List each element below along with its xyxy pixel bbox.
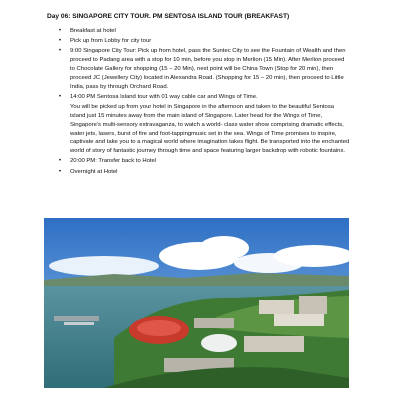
list-item-pickup: • Pick up from Lobby for city tour xyxy=(70,37,350,46)
aerial-photo-sentosa-island xyxy=(44,218,349,388)
sentosa-paragraph: You will be picked up from your hotel in Singapore in the afternoon and taken to the beautiful Sentosa island just 15 minutes away from the main island of Singapore. Later head for the Wings of Time, Singapore’s multi-sensory extravaganza, to watch a world- class water show comprising dramatic effects, water jets, lasers, burst of fire and foot-tappingmusic set in the sea. Wings of Time promises to inspire, captivate and take you to a magical world where imagination takes flight. Be transported into the enchanted world of story of fantastic journey through time and space featuring larger backdrop with robotic fountains. xyxy=(70,103,350,155)
sentosa-title: • 14:00 PM Sentosa Island tour with 01 way cable car and Wings of Time. xyxy=(70,93,258,100)
list-item-transfer: • 20:00 PM: Transfer back to Hotel xyxy=(70,157,350,166)
list-item-city-tour: • 9:00 Singapore City Tour: Pick up from hotel, pass the Suntec City to see the Fountain of Wealth and then proceed to Padang area with a stop for 10 min, before you stop in Merlion (15 Min). After Merlion proceed to Chocolate Gallery for shopping (15 – 20 Min), next point will be China Town (Stop for 20 min), then proceed JC (Jewellery City) located in Alexandra Road. (Shopping for 15 – 20 min), then proceed to Little India, pass by through Orchard Road. xyxy=(70,47,350,92)
list-item-overnight: • Overnight at Hotel xyxy=(70,168,350,177)
list-item-breakfast: • Breakfast at hotel xyxy=(70,27,350,36)
list-item-sentosa xyxy=(70,93,350,156)
itinerary-list xyxy=(70,27,350,178)
day-heading: Day 06: SINGAPORE CITY TOUR. PM SENTOSA ISLAND TOUR (BREAKFAST) xyxy=(47,13,290,20)
sentosa-aerial-photo xyxy=(44,218,349,388)
